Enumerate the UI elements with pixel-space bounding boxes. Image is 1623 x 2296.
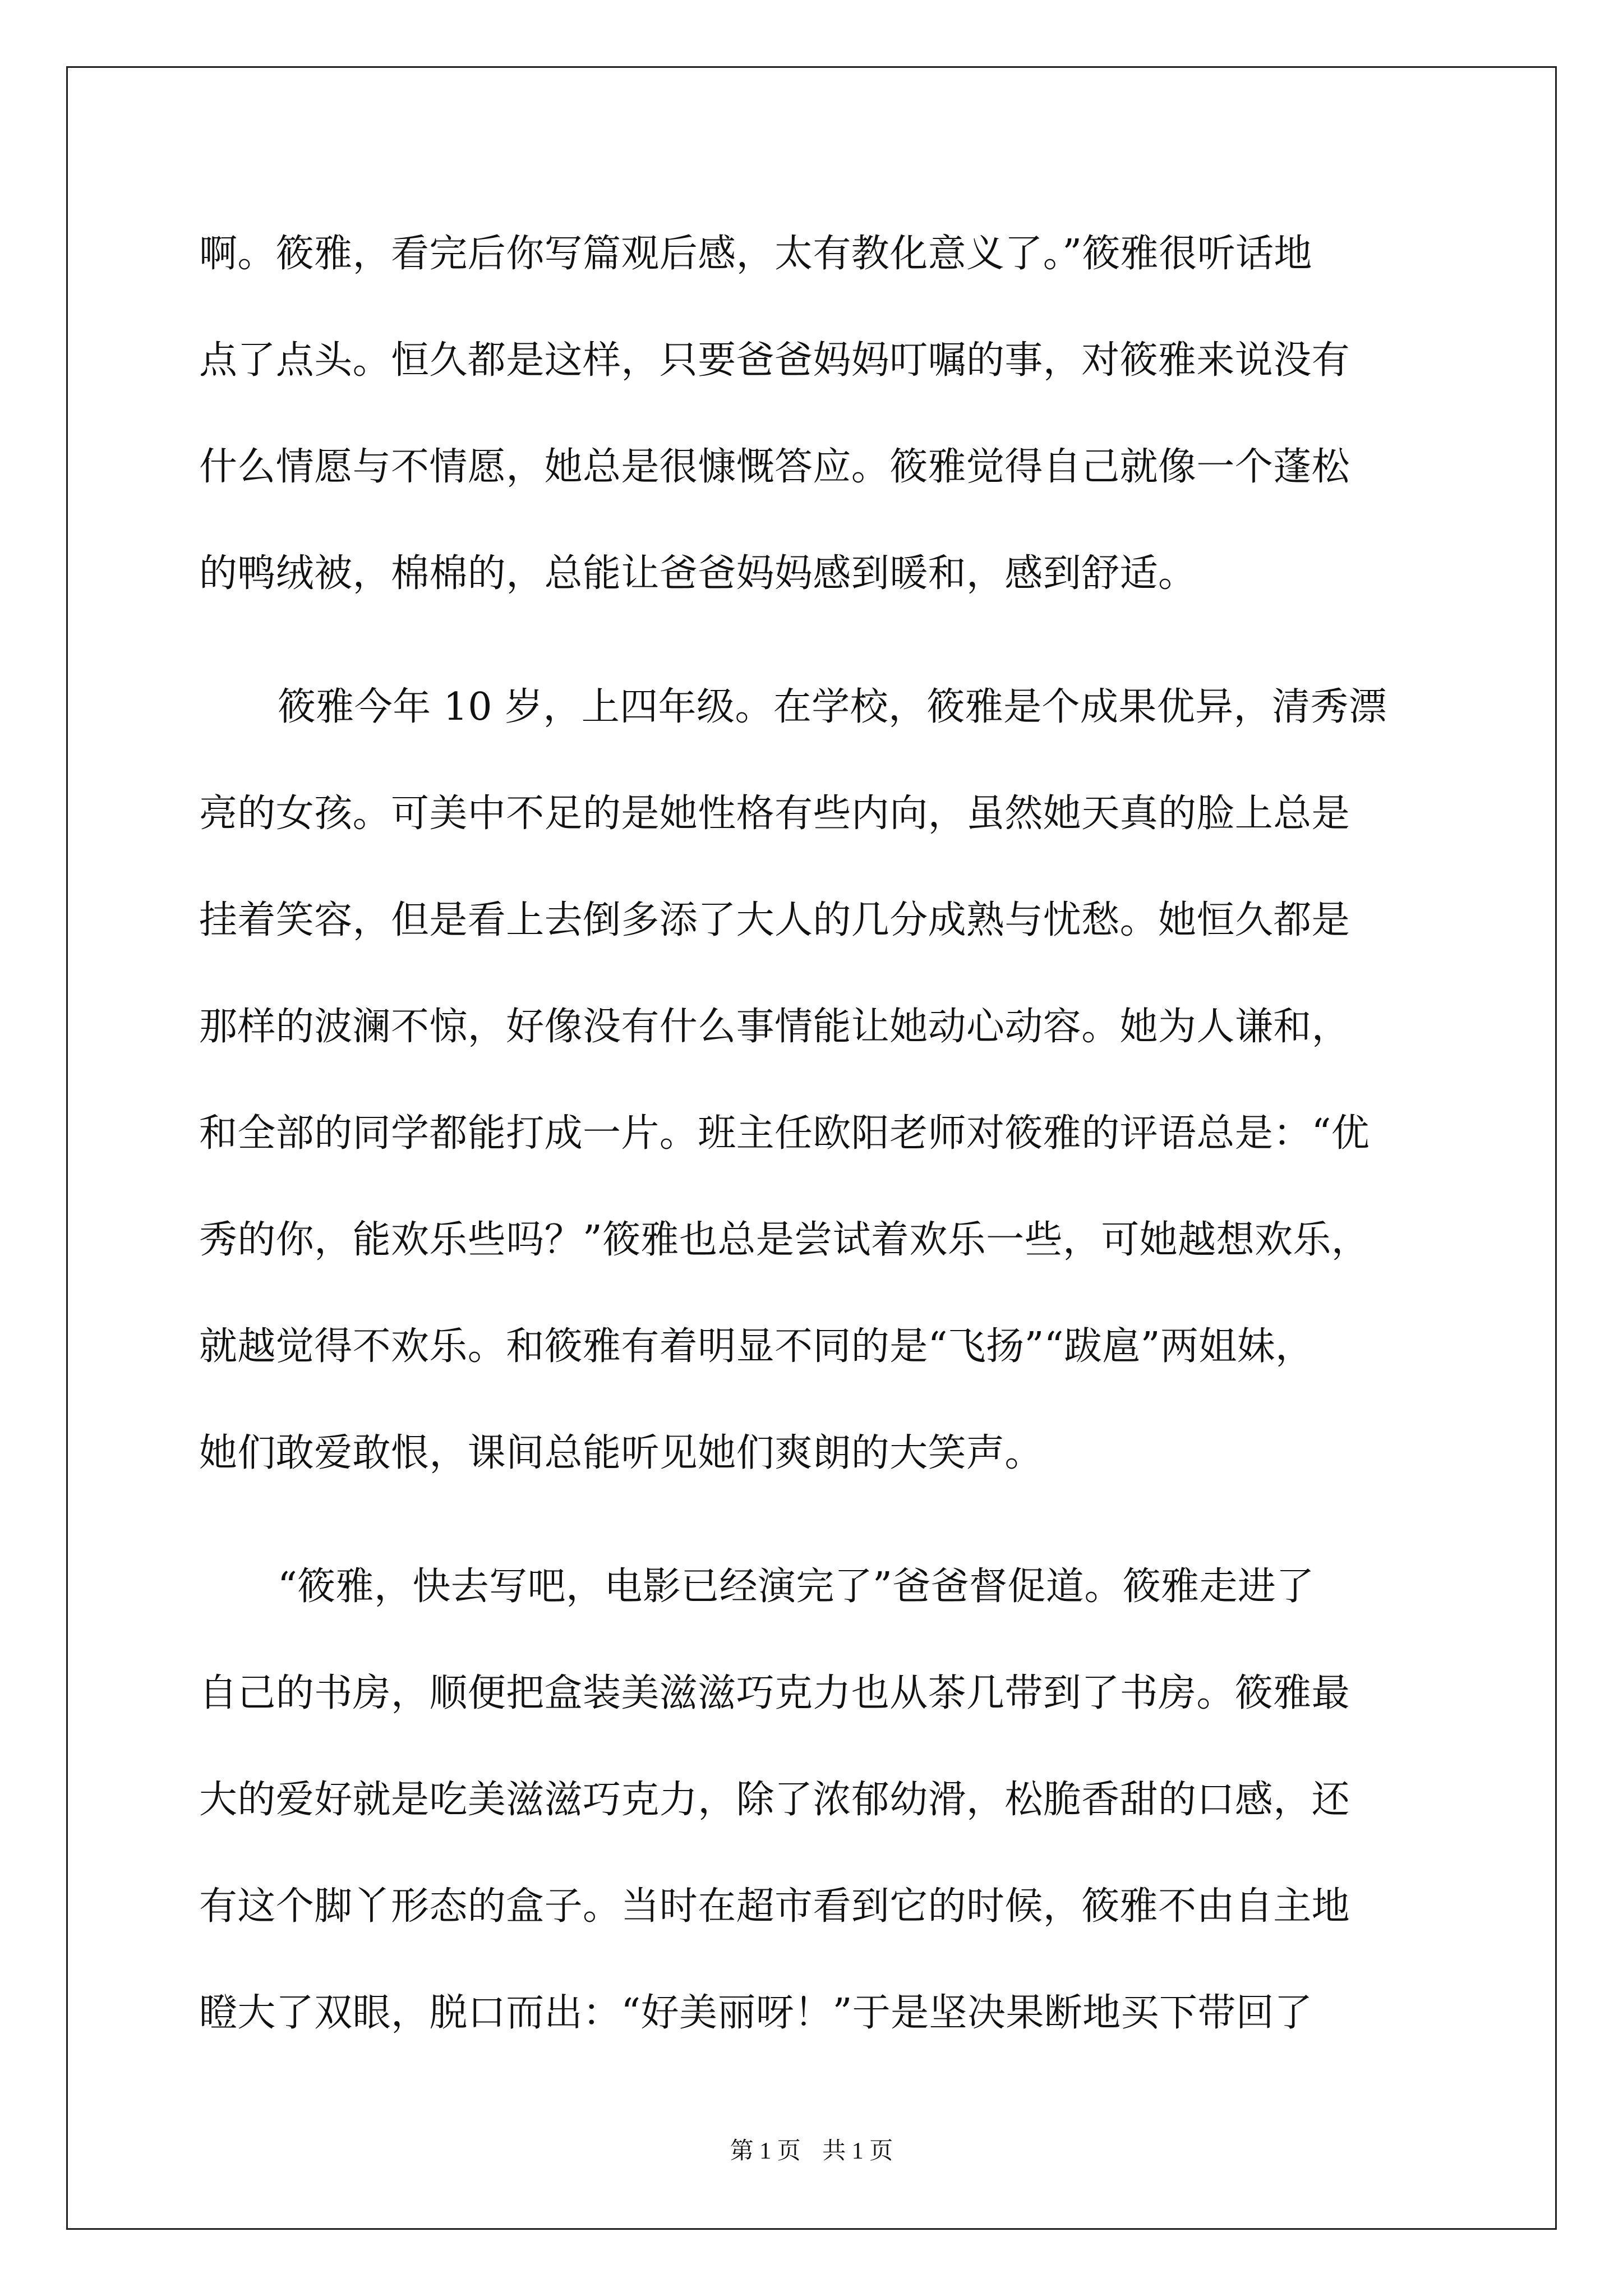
text-line: 什么情愿与不情愿，她总是很慷慨答应。筱雅觉得自己就像一个蓬松 [199,445,1350,489]
page-footer [0,2134,1623,2168]
text-line: 大的爱好就是吃美滋滋巧克力，除了浓郁幼滑，松脆香甜的口感，还 [199,1778,1350,1822]
page-number: 第 1 页 [730,2138,801,2164]
text-line: 挂着笑容，但是看上去倒多添了大人的几分成熟与忧愁。她恒久都是 [199,898,1350,942]
text-line: 自己的书房，顺便把盒装美滋滋巧克力也从茶几带到了书房。筱雅最 [199,1671,1350,1715]
text-line: 筱雅今年 10 岁，上四年级。在学校，筱雅是个成果优异，清秀漂 [278,685,1387,729]
text-line: 那样的波澜不惊，好像没有什么事情能让她动心动容。她为人谦和， [199,1005,1350,1049]
text-line: 和全部的同学都能打成一片。班主任欧阳老师对筱雅的评语总是：“优 [199,1111,1370,1156]
page-total: 共 1 页 [822,2138,893,2164]
text-line: 秀的你，能欢乐些吗？”筱雅也总是尝试着欢乐一些，可她越想欢乐， [199,1218,1370,1262]
text-line: 亮的女孩。可美中不足的是她性格有些内向，虽然她天真的脸上总是 [199,792,1350,836]
text-line: 的鸭绒被，棉棉的，总能让爸爸妈妈感到暖和，感到舒适。 [199,551,1197,596]
text-line: 瞪大了双眼，脱口而出：“好美丽呀！”于是坚决果断地买下带回了 [199,1991,1313,2035]
text-line: 啊。筱雅，看完后你写篇观后感，太有教化意义了。”筱雅很听话地 [199,232,1312,276]
document-body [199,223,1434,2089]
text-line: 有这个脚丫形态的盒子。当时在超市看到它的时候，筱雅不由自主地 [199,1884,1350,1929]
text-line: 点了点头。恒久都是这样，只要爸爸妈妈叮嘱的事，对筱雅来说没有 [199,338,1350,383]
text-line: 她们敢爱敢恨，课间总能听见她们爽朗的大笑声。 [199,1431,1043,1475]
text-line: “筱雅，快去写吧，电影已经演完了”爸爸督促道。筱雅走进了 [278,1565,1315,1609]
text-line: 就越觉得不欢乐。和筱雅有着明显不同的是“飞扬”“跋扈”两姐妹， [199,1324,1314,1369]
